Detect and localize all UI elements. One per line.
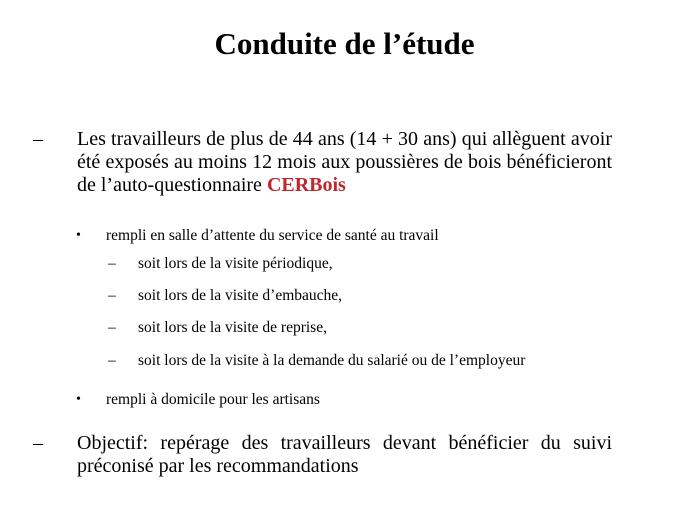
- visit-item: [108, 318, 327, 338]
- sub-point-text: rempli à domicile pour les artisans: [106, 391, 320, 408]
- cerbois-highlight: CERBois: [266, 174, 346, 196]
- bullet-marker: •: [76, 392, 81, 407]
- main-point-text: Objectif: repérage des travailleurs devant bénéficier du suivi préconisé par les recommandations: [77, 432, 612, 477]
- sub-point-waiting-room: [76, 226, 439, 246]
- main-point-population: [33, 128, 612, 197]
- main-point-body: Les travailleurs de plus de 44 ans (14 + 30 ans) qui allèguent avoir été exposés au moins 12 mois aux poussières de bois bénéficieront de l’auto-questionnaire: [77, 128, 612, 196]
- dash-marker: –: [33, 128, 43, 150]
- visit-item-text: soit lors de la visite de reprise,: [138, 319, 327, 336]
- visit-item: [108, 286, 342, 306]
- dash-marker: –: [108, 255, 116, 272]
- dash-marker: –: [108, 287, 116, 304]
- slide-title: Conduite de l’étude: [214, 26, 475, 61]
- dash-marker: –: [108, 319, 116, 336]
- visit-item-text: soit lors de la visite périodique,: [138, 255, 333, 272]
- bullet-marker: •: [76, 228, 81, 243]
- main-point-text: [77, 128, 612, 197]
- main-point-objective: [33, 432, 612, 478]
- sub-point-home: [76, 390, 320, 410]
- visit-item-text: soit lors de la visite à la demande du salarié ou de l’employeur: [138, 352, 526, 369]
- visit-item: [108, 254, 333, 274]
- visit-item: [108, 351, 525, 371]
- dash-marker: –: [108, 352, 116, 369]
- dash-marker: –: [33, 432, 43, 454]
- sub-point-text: rempli en salle d’attente du service de santé au travail: [106, 227, 439, 244]
- visit-item-text: soit lors de la visite d’embauche,: [138, 287, 343, 304]
